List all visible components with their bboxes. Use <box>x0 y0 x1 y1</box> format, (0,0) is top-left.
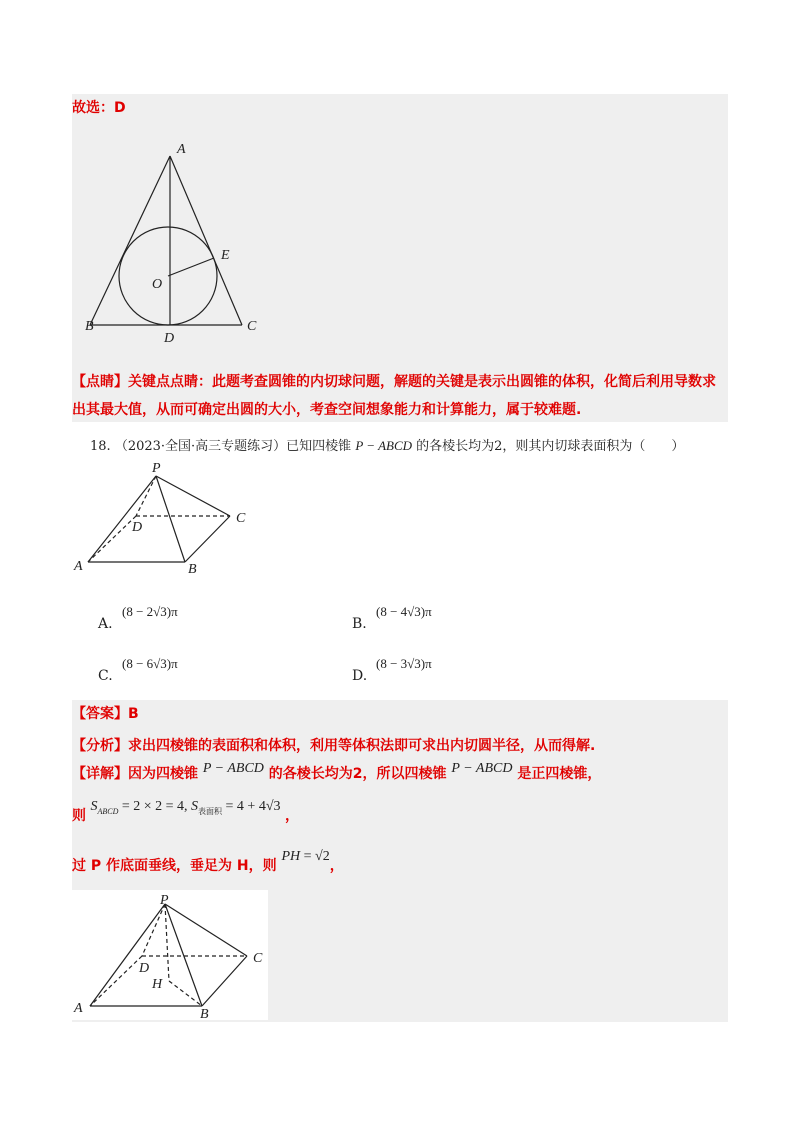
comment-text-1: 关键点点睛：此题考查圆锥的内切球问题，解题的关键是表示出圆锥的体积，化简后利用导数求 <box>128 374 716 390</box>
perpendicular-line <box>72 849 344 877</box>
pyramid-with-height-figure <box>72 890 268 1020</box>
label-B: B <box>85 319 94 334</box>
option-d-value: (8 − 3√3)π <box>376 656 432 671</box>
s-surface-value: = 4 + 4√3 <box>222 799 281 814</box>
ph-symbol: PH <box>281 849 301 864</box>
perp-text: 过 P 作底面垂线，垂足为 H，则 <box>72 858 277 874</box>
detail-pyramid-1: P − ABCD <box>202 761 264 776</box>
s-abcd-symbol: S <box>90 799 98 814</box>
option-b-letter: B. <box>352 616 367 632</box>
comment-line-1 <box>72 372 716 392</box>
pyramid-figure <box>70 458 270 578</box>
label-E: E <box>221 248 230 263</box>
question-number: 18. <box>90 439 111 454</box>
label-C: C <box>247 319 257 334</box>
label-B: B <box>188 562 197 577</box>
label-C: C <box>253 951 263 966</box>
s-surface-sub: 表面积 <box>198 806 223 816</box>
detail-line <box>72 761 602 785</box>
label-P: P <box>152 461 161 476</box>
analysis-text: 求出四棱锥的表面积和体积，利用等体积法即可求出内切圆半径，从而得解. <box>128 738 596 754</box>
label-B: B <box>200 1007 209 1020</box>
label-O: O <box>152 277 163 292</box>
comment-line-2: 出其最大值，从而可确定出圆的大小，考查空间想象能力和计算能力，属于较难题. <box>72 402 582 418</box>
answer-tag: 【答案】 <box>72 706 128 722</box>
label-A: A <box>177 142 186 157</box>
detail-text-a: 因为四棱锥 <box>128 766 198 782</box>
comma-text: ， <box>284 808 299 824</box>
detail-pyramid-2: P − ABCD <box>451 761 513 776</box>
label-H: H <box>152 977 163 992</box>
conclusion-text: 故选：D <box>72 100 126 116</box>
s-abcd-value: = 2 × 2 = 4, <box>118 799 192 814</box>
area-formula-line <box>72 796 299 822</box>
answer-value: B <box>128 706 139 722</box>
question-18-stem <box>90 436 684 457</box>
comment-tag: 【点睛】 <box>72 374 128 390</box>
label-A: A <box>74 559 83 574</box>
end-text: ， <box>329 858 344 874</box>
option-a-value: (8 − 2√3)π <box>122 604 178 619</box>
label-D: D <box>164 331 175 346</box>
question-source: （2023·全国·高三专题练习）已知四棱锥 <box>114 439 352 454</box>
question-text: 的各棱长均为2，则其内切球表面积为（ ） <box>416 439 685 454</box>
option-d-letter: D. <box>352 668 368 684</box>
label-A: A <box>74 1001 83 1016</box>
option-b-value: (8 − 4√3)π <box>376 604 432 619</box>
analysis-tag: 【分析】 <box>72 738 128 754</box>
s-surface-symbol: S <box>191 799 199 814</box>
answer-line <box>72 704 139 724</box>
then-text: 则 <box>72 808 86 824</box>
label-D: D <box>132 520 143 535</box>
label-C: C <box>236 511 246 526</box>
detail-text-b: 的各棱长均为2，所以四棱锥 <box>268 766 447 782</box>
label-P: P <box>160 893 169 908</box>
cone-inscribed-sphere-figure <box>80 138 280 348</box>
detail-tag: 【详解】 <box>72 766 128 782</box>
option-c-value: (8 − 6√3)π <box>122 656 178 671</box>
label-D: D <box>139 961 150 976</box>
option-a-letter: A. <box>98 616 113 632</box>
s-abcd-sub: ABCD <box>97 806 119 816</box>
analysis-line <box>72 736 595 756</box>
option-c-letter: C. <box>98 668 113 684</box>
detail-text-c: 是正四棱锥， <box>517 766 602 782</box>
question-pyramid: P − ABCD <box>355 438 413 453</box>
ph-value: = √2 <box>300 849 330 864</box>
